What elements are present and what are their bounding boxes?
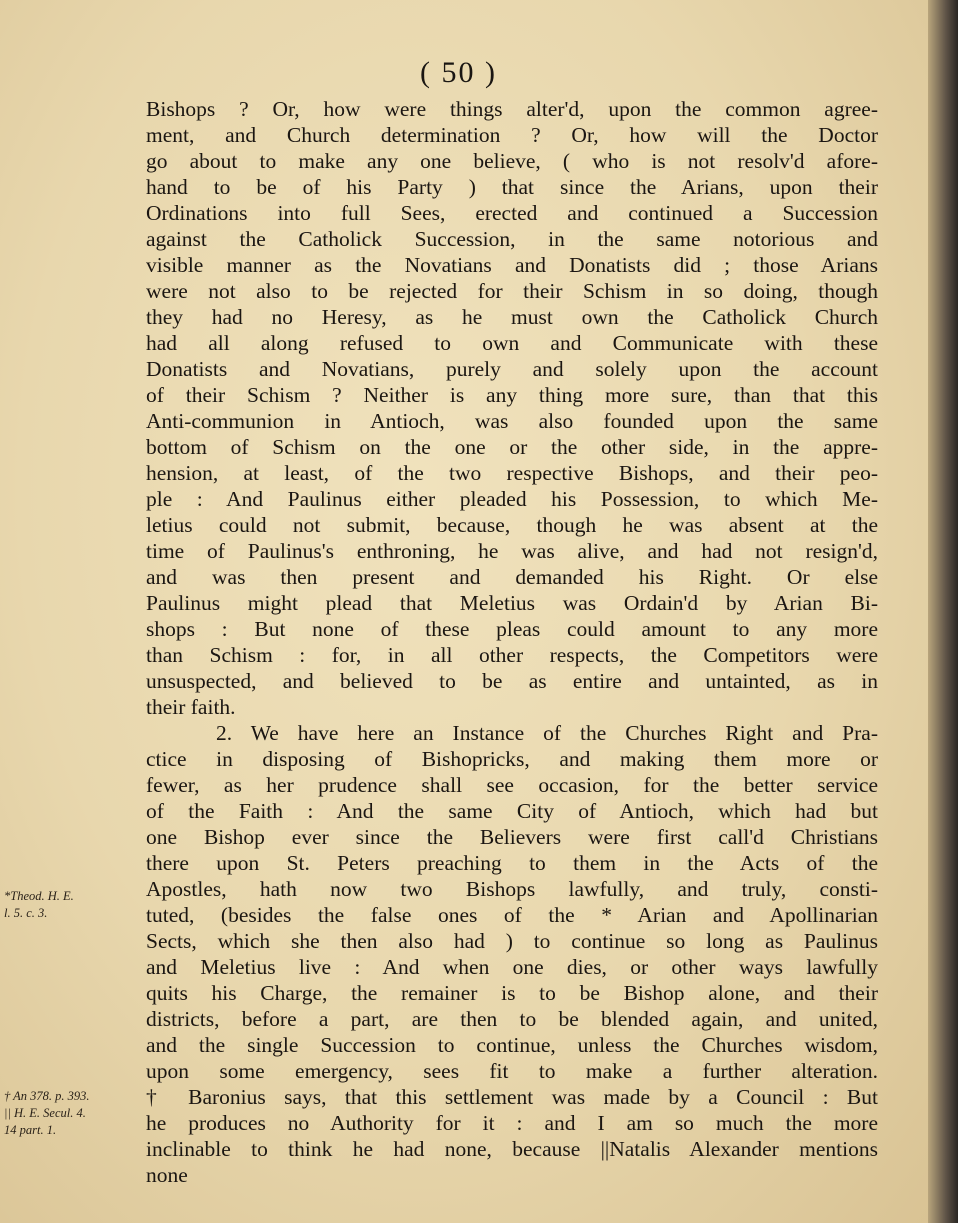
text-line: and Meletius live : And when one dies, or other ways lawfully — [146, 955, 878, 979]
text-line: go about to make any one believe, ( who is not resolv'd afore- — [146, 149, 878, 173]
text-line: ple : And Paulinus either pleaded his Possession, to which Me- — [146, 487, 878, 511]
text-line: ment, and Church determination ? Or, how will the Doctor — [146, 123, 878, 147]
margin-note-theodoret: *Theod. H. E. l. 5. c. 3. — [4, 889, 74, 920]
text-line: Sects, which she then also had ) to continue so long as Paulinus — [146, 929, 878, 953]
text-line: their faith. — [146, 695, 236, 719]
text-line: Apostles, hath now two Bishops lawfully, and truly, consti- — [146, 877, 878, 901]
text-line: none — [146, 1163, 188, 1187]
text-line: of the Faith : And the same City of Antioch, which had but — [146, 799, 878, 823]
text-line: tuted, (besides the false ones of the * Arian and Apollinarian — [146, 903, 878, 927]
text-line: 2. We have here an Instance of the Churches Right and Pra- — [216, 721, 878, 745]
text-line: shops : But none of these pleas could amount to any more — [146, 617, 878, 641]
text-line: districts, before a part, are then to be blended again, and united, — [146, 1007, 878, 1031]
margin-note-baronius: † An 378. p. 393. || H. E. Secul. 4. 14 part. 1. — [4, 1089, 90, 1137]
text-line: hension, at least, of the two respective Bishops, and their peo- — [146, 461, 878, 485]
text-line: were not also to be rejected for their Schism in so doing, though — [146, 279, 878, 303]
page-number: ( 50 ) — [420, 56, 497, 89]
text-line: than Schism : for, in all other respects, the Competitors were — [146, 643, 878, 667]
text-line: and was then present and demanded his Right. Or else — [146, 565, 878, 589]
text-line: he produces no Authority for it : and I am so much the more — [146, 1111, 878, 1135]
text-line: Bishops ? Or, how were things alter'd, upon the common agree- — [146, 97, 878, 121]
text-line: had all along refused to own and Communicate with these — [146, 331, 878, 355]
text-line: Anti-communion in Antioch, was also founded upon the same — [146, 409, 878, 433]
text-line: there upon St. Peters preaching to them in the Acts of the — [146, 851, 878, 875]
text-line: time of Paulinus's enthroning, he was alive, and had not resign'd, — [146, 539, 878, 563]
text-line: and the single Succession to continue, unless the Churches wisdom, — [146, 1033, 878, 1057]
text-line: inclinable to think he had none, because ||Natalis Alexander mentions — [146, 1137, 878, 1161]
text-line: Ordinations into full Sees, erected and continued a Succession — [146, 201, 878, 225]
text-line: ctice in disposing of Bishopricks, and making them more or — [146, 747, 878, 771]
text-line: against the Catholick Succession, in the same notorious and — [146, 227, 878, 251]
text-line: one Bishop ever since the Believers were first call'd Christians — [146, 825, 878, 849]
body-text — [146, 96, 878, 1188]
text-line: they had no Heresy, as he must own the Catholick Church — [146, 305, 878, 329]
text-line: of their Schism ? Neither is any thing more sure, than that this — [146, 383, 878, 407]
text-line: visible manner as the Novatians and Donatists did ; those Arians — [146, 253, 878, 277]
text-line: fewer, as her prudence shall see occasion, for the better service — [146, 773, 878, 797]
text-line: Donatists and Novatians, purely and solely upon the account — [146, 357, 878, 381]
text-line: unsuspected, and believed to be as entire and untainted, as in — [146, 669, 878, 693]
text-line: quits his Charge, the remainer is to be Bishop alone, and their — [146, 981, 878, 1005]
text-line: letius could not submit, because, though he was absent at the — [146, 513, 878, 537]
text-line: † Baronius says, that this settlement was made by a Council : But — [146, 1085, 878, 1109]
text-line: upon some emergency, sees fit to make a further alteration. — [146, 1059, 878, 1083]
text-line: hand to be of his Party ) that since the Arians, upon their — [146, 175, 878, 199]
text-line: bottom of Schism on the one or the other side, in the appre- — [146, 435, 878, 459]
text-line: Paulinus might plead that Meletius was Ordain'd by Arian Bi- — [146, 591, 878, 615]
book-gutter — [928, 0, 958, 1223]
